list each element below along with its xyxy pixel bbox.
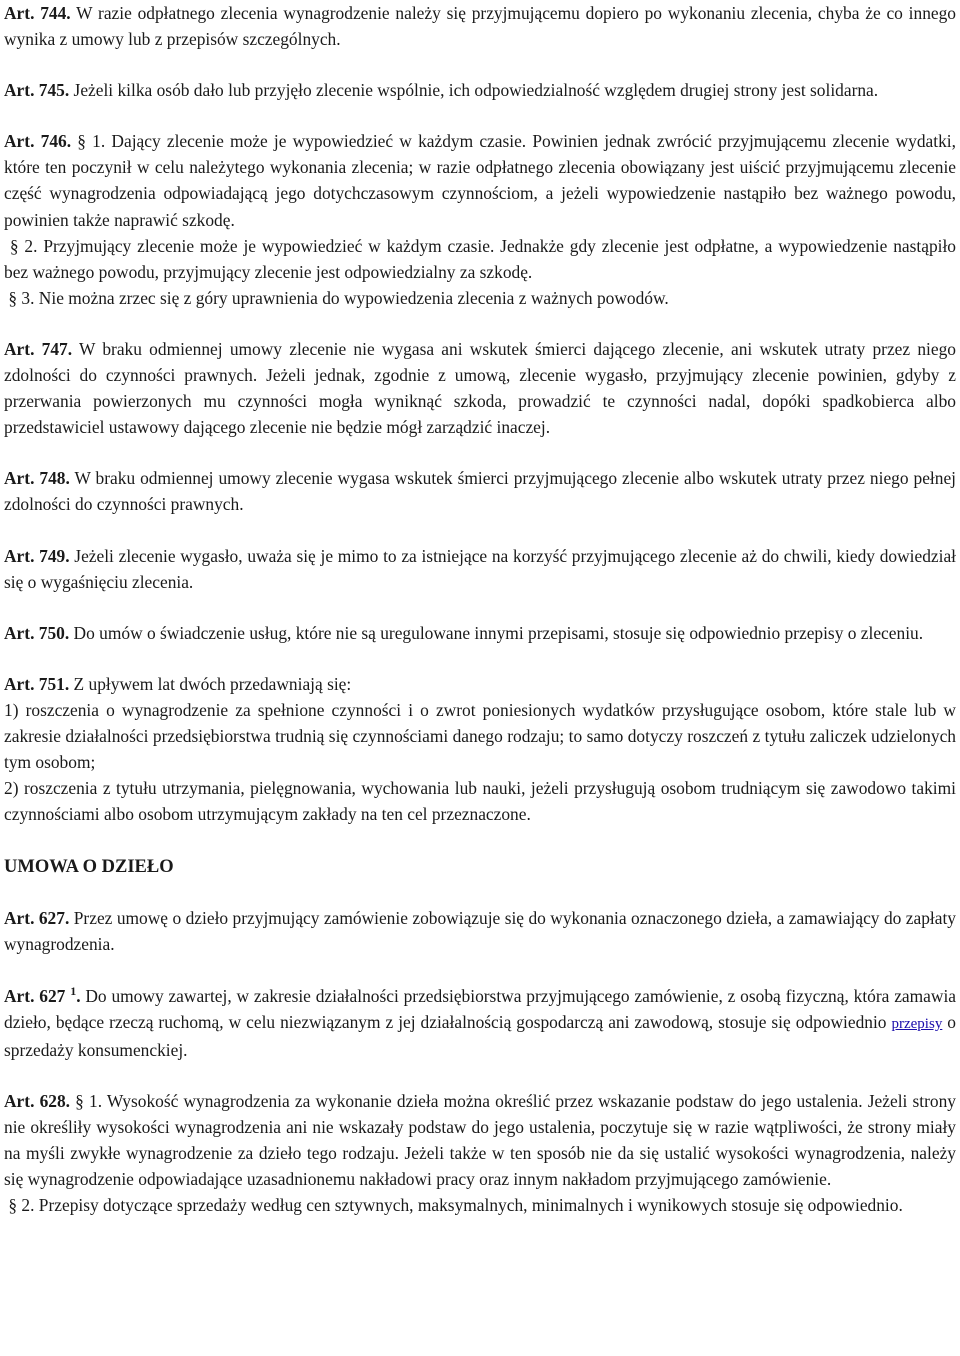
article-745 <box>4 77 956 103</box>
article-label: Art. 746. <box>4 131 72 152</box>
article-text: Nie można zrzec się z góry uprawnienia do wypowiedzenia zlecenia z ważnych powodów. <box>34 287 669 308</box>
article-label-end: . <box>76 985 81 1006</box>
article-627-1 <box>4 983 956 1063</box>
article-text-end: o sprzedaży konsumenckiej. <box>4 1011 957 1060</box>
article-text: Z upływem lat dwóch przedawniają się: <box>69 673 352 694</box>
article-text: Przepisy dotyczące sprzedaży według cen sztywnych, maksymalnych, minimalnych i wynikowych stosuje się odpowiednio. <box>34 1195 903 1216</box>
article-749 <box>4 543 956 595</box>
article-627 <box>4 905 956 957</box>
article-746-par-3 <box>4 285 956 311</box>
article-label: Art. 749. <box>4 545 70 566</box>
article-superscript: 1 <box>70 983 77 998</box>
paragraph-mark: § 1. <box>70 1090 103 1111</box>
article-747 <box>4 336 956 440</box>
article-748 <box>4 465 956 517</box>
article-text: Wysokość wynagrodzenia za wykonanie dzieła można określić przez wskazanie podstaw do jego ustalenia. Jeżeli strony nie określiły wysokości wynagrodzenia ani nie wskazały podstaw do jego ustalenia, poczytuje się w razie wątpliwości, że strony miały na myśli zwykłe wynagrodzenie za dzieło tego rodzaju. Jeżeli także w ten sposób nie da się ustalić wysokości wynagrodzenia, należy się wynagrodzenie odpowiadające uzasadnionemu nakładowi pracy oraz innym nakładom przyjmującego zamówienie. <box>4 1090 957 1190</box>
section-heading: UMOWA O DZIEŁO <box>4 857 174 878</box>
article-text: W razie odpłatnego zlecenia wynagrodzenie należy się przyjmującemu dopiero po wykonaniu zlecenia, chyba że co innego wynika z umowy lub z przepisów szczególnych. <box>4 3 957 50</box>
article-text: W braku odmiennej umowy zlecenie nie wygasa ani wskutek śmierci dającego zlecenie, ani wskutek utraty przez niego zdolności do czynności prawnych. Jeżeli jednak, zgodnie z umową, zlecenie wygasło, przyjmujący zlecenie powinien, gdyby z przerwania powierzonych mu czynności mogła wyniknąć szkoda, prowadzić te czynności nadal, dopóki spadkobierca albo przedstawiciel ustawowy dającego zlecenie nie będzie mógł zarządzić inaczej. <box>4 338 956 438</box>
article-746-par-2 <box>4 233 956 285</box>
article-label: Art. 628. <box>4 1090 71 1111</box>
article-text: Przyjmujący zlecenie może je wypowiedzieć w każdym czasie. Jednakże gdy zlecenie jest odpłatne, a wypowiedzenie nastąpiło bez ważnego powodu, przyjmujący zlecenie jest odpowiedzialny za szkodę. <box>4 235 956 282</box>
article-751-item-1: 1) roszczenia o wynagrodzenie za spełnione czynności i o zwrot poniesionych wydatków przysługujące osobom, które stale lub w zakresie działalności przedsiębiorstwa trudnią się czynnościami danego rodzaju; to samo dotyczy roszczeń z tytułu zaliczek udzielonych tym osobom; <box>4 699 956 773</box>
paragraph-mark: § 1. <box>71 131 106 152</box>
article-text: Dający zlecenie może je wypowiedzieć w każdym czasie. Powinien jednak zwrócić przyjmującemu zlecenie wydatki, które ten poczynił w celu należytego wykonania zlecenia; w razie odpłatnego zlecenia obowiązany jest uiścić przyjmującemu zlecenie część wynagrodzenia odpowiadającą jego dotychczasowym czynnościom, a jeżeli wypowiedzenie nastąpiło bez ważnego powodu, powinien także naprawić szkodę. <box>4 131 956 230</box>
article-label: Art. 751. <box>4 673 70 694</box>
article-text: Jeżeli zlecenie wygasło, uważa się je mimo to za istniejące na korzyść przyjmującego zlecenie aż do chwili, kiedy dowiedział się o wygaśnięciu zlecenia. <box>4 545 956 592</box>
article-628-par-2 <box>4 1192 956 1218</box>
article-text: Jeżeli kilka osób dało lub przyjęło zlecenie wspólnie, ich odpowiedzialność względem drugiej strony jest solidarna. <box>69 80 879 101</box>
article-label: Art. 748. <box>4 468 70 489</box>
article-751-item-2: 2) roszczenia z tytułu utrzymania, pielęgnowania, wychowania lub nauki, jeżeli przysługują osobom trudniącym się zawodowo takimi czynnościami albo osobom utrzymującym zakłady na ten cel przeznaczone. <box>4 778 956 825</box>
article-label: Art. 747. <box>4 338 73 359</box>
article-750 <box>4 620 956 646</box>
article-label: Art. 627. <box>4 908 70 929</box>
article-text: W braku odmiennej umowy zlecenie wygasa wskutek śmierci przyjmującego zlecenie albo wskutek utraty przez niego pełnej zdolności do czynności prawnych. <box>4 468 957 515</box>
article-746-par-1 <box>4 128 956 232</box>
paragraph-mark: § 2. <box>8 1195 35 1216</box>
article-751 <box>4 671 956 697</box>
article-text: Do umowy zawartej, w zakresie działalności przedsiębiorstwa przyjmującego zamówienie, z osobą fizyczną, która zamawia dzieło, będące rzeczą ruchomą, w celu niezwiązanym z jej działalnością gospodarczą ani zawodową, stosuje się odpowiednio <box>4 985 956 1032</box>
article-label: Art. 745. <box>4 80 70 101</box>
paragraph-mark: § 2. <box>9 235 38 256</box>
paragraph-mark: § 3. <box>8 287 35 308</box>
article-text: Do umów o świadczenie usług, które nie są uregulowane innymi przepisami, stosuje się odpowiednio przepisy o zleceniu. <box>69 622 924 643</box>
article-label <box>4 983 81 1006</box>
article-text: Przez umowę o dzieło przyjmujący zamówienie zobowiązuje się do wykonania oznaczonego dzieła, a zamawiający do zapłaty wynagrodzenia. <box>4 908 956 955</box>
przepisy-link[interactable]: przepisy <box>891 1015 943 1032</box>
article-744 <box>4 0 956 52</box>
article-label-text: Art. 627 <box>4 985 66 1006</box>
article-628-par-1 <box>4 1088 956 1192</box>
article-label: Art. 744. <box>4 3 71 23</box>
article-label: Art. 750. <box>4 622 70 643</box>
